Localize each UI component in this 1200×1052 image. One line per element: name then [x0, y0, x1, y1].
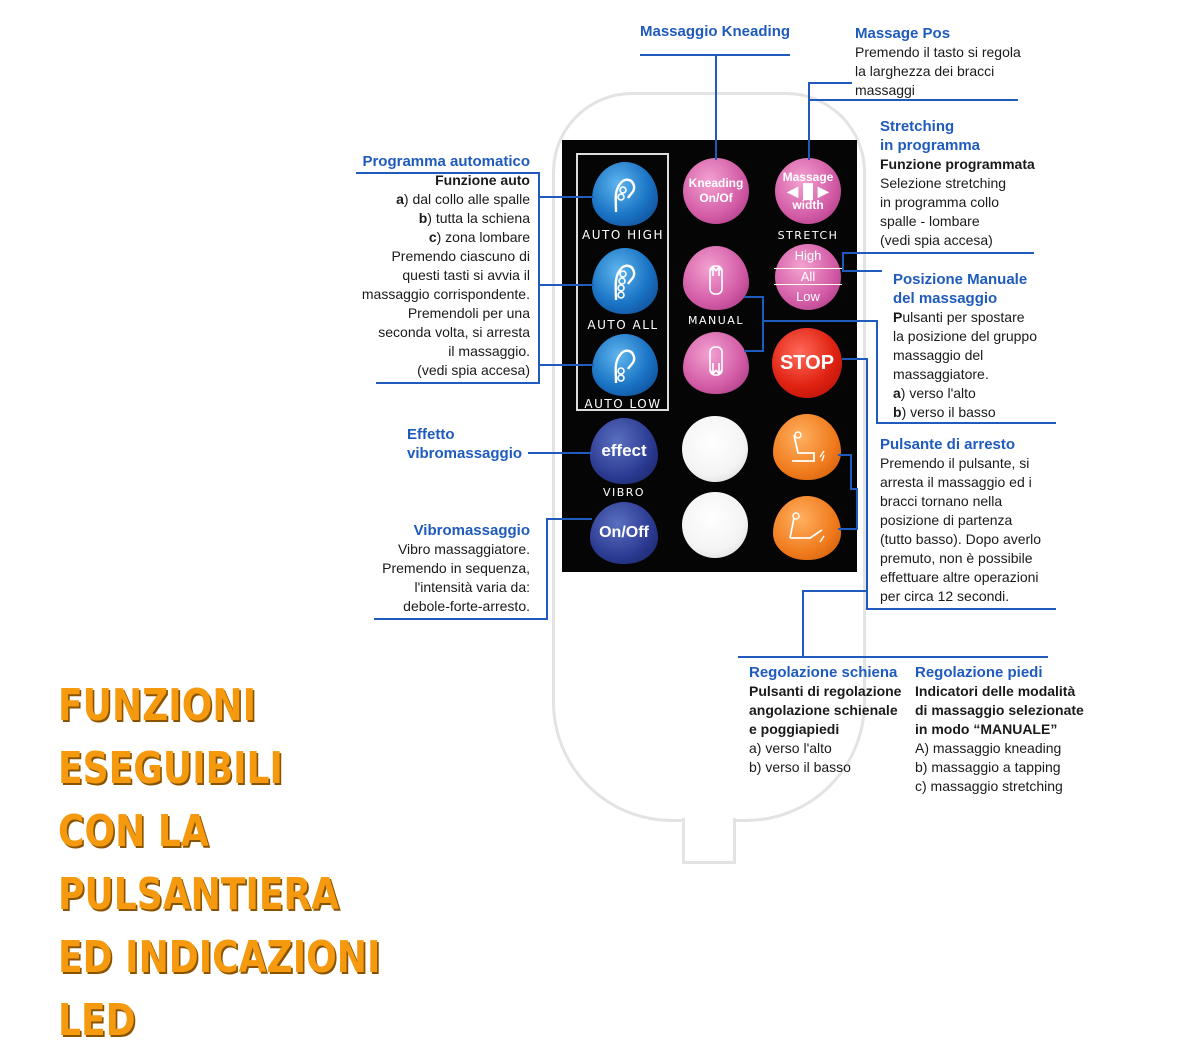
piedi-line3: c) massaggio stretching [915, 778, 1063, 794]
all-label[interactable]: All [774, 268, 842, 285]
title-line-3: ED INDICAZIONI LED [58, 932, 381, 1046]
programma-heading: Programma automatico [362, 153, 530, 170]
vibromassaggio-line4: debole-forte-arresto. [403, 598, 530, 614]
manual-down-button[interactable] [683, 332, 749, 394]
schiena-bold-1: Pulsanti di regolazione [749, 683, 902, 699]
connector-programma-bottom [376, 382, 540, 384]
low-label[interactable]: Low [796, 289, 820, 304]
remote-plug [682, 818, 736, 864]
body-lumbar-icon [608, 343, 642, 387]
posizione-line3: massaggiatore. [893, 366, 989, 382]
annotation-piedi [915, 663, 1115, 796]
programma-line7: (vedi spia accesa) [417, 362, 530, 378]
programma-line4: Premendoli per una [407, 305, 530, 321]
connector-recline-v2 [856, 488, 858, 530]
arresto-line6: premuto, non è possibile [880, 550, 1033, 566]
connector-massagepos-top [808, 82, 852, 84]
high-label[interactable]: High [794, 248, 822, 263]
led-indicator-bottom [682, 492, 748, 558]
connector-piedi-top [738, 656, 1048, 658]
annotation-arresto [880, 435, 1080, 606]
massage-pos-heading: Massage Pos [855, 25, 951, 42]
connector-manual-v [762, 296, 764, 350]
title-line-2: CON LA PULSANTIERA [58, 806, 340, 920]
annotation-posizione [893, 270, 1093, 422]
posizione-line0: Pulsanti per spostare [893, 309, 1025, 325]
stretching-line4: (vedi spia accesa) [880, 232, 993, 248]
programma-item-a: a) dal collo alle spalle [396, 191, 530, 207]
massage-pos-line2: la larghezza dei bracci [855, 63, 995, 79]
connector-programma-low [540, 364, 594, 366]
arresto-line7: effettuare altre operazioni [880, 569, 1039, 585]
connector-vibro-v [546, 518, 548, 618]
piedi-bold-1: Indicatori delle modalità [915, 683, 1076, 699]
programma-item-b: b) tutta la schiena [418, 210, 530, 226]
effetto-heading-2: vibromassaggio [407, 445, 523, 462]
posizione-item-b: b) verso il basso [893, 404, 996, 420]
vibro-label: VIBRO [602, 486, 646, 499]
stretching-line3: spalle - lombare [880, 213, 980, 229]
led-indicator-top [682, 416, 748, 482]
person-up-arrow-icon [701, 258, 731, 298]
stop-button[interactable]: STOP [772, 328, 842, 398]
kneading-heading: Massaggio Kneading [640, 23, 791, 40]
vibromassaggio-line3: l'intensità varia da: [414, 579, 530, 595]
annotation-programma [330, 152, 530, 380]
piedi-heading: Regolazione piedi [915, 664, 1043, 681]
auto-high-label: AUTO HIGH [582, 228, 664, 242]
connector-vibro-h [546, 518, 592, 520]
connector-massagepos-v [808, 82, 810, 160]
stretching-heading-1: Stretching [880, 118, 955, 135]
schiena-bold-3: e poggiapiedi [749, 721, 840, 737]
connector-manual-h2 [744, 350, 764, 352]
manual-label: MANUAL [688, 314, 744, 327]
connector-programma-all [540, 284, 594, 286]
arresto-line1: Premendo il pulsante, si [880, 455, 1030, 471]
arresto-heading: Pulsante di arresto [880, 436, 1016, 453]
posizione-heading-2: del massaggio [893, 290, 998, 307]
effect-label: effect [601, 441, 647, 460]
stretching-line1: Selezione stretching [880, 175, 1007, 191]
connector-manual-bottom [876, 422, 1056, 424]
stretching-bold: Funzione programmata [880, 156, 1035, 172]
onoff-label: On/Off [599, 524, 649, 541]
page-title [58, 674, 452, 1052]
arresto-line5: (tutto basso). Dopo averlo [880, 531, 1042, 547]
vibromassaggio-heading: Vibromassaggio [413, 522, 530, 539]
arresto-line3: bracci tornano nella [880, 493, 1003, 509]
connector-recline-v1 [850, 454, 852, 488]
vibromassaggio-line2: Premendo in sequenza, [382, 560, 530, 576]
connector-stretch-h [842, 252, 1034, 254]
annotation-vibromassaggio [330, 521, 530, 616]
connector-programma-v [538, 172, 540, 382]
arrows-left-right-icon: ◀▐▌▶ [787, 183, 829, 199]
kneading-label-line1: Kneading [688, 176, 744, 190]
stretching-heading-2: in programma [880, 137, 981, 154]
connector-recline-h2 [838, 528, 856, 530]
connector-recline-join [850, 488, 858, 490]
schiena-bold-2: angolazione schienale [749, 702, 898, 718]
posizione-line2: massaggio del [893, 347, 984, 363]
connector-stretch-v [842, 252, 844, 272]
programma-item-c: c) zona lombare [428, 229, 530, 245]
annotation-schiena [749, 663, 919, 777]
connector-effect-h [528, 452, 592, 454]
arresto-line2: arresta il massaggio ed i [880, 474, 1032, 490]
programma-line3: massaggio corrispondente. [361, 286, 530, 302]
vibromassaggio-line1: Vibro massaggiatore. [397, 541, 530, 557]
schiena-heading: Regolazione schiena [749, 664, 898, 681]
connector-schiena-v [802, 590, 804, 656]
connector-manual-out [762, 320, 878, 322]
kneading-button[interactable] [683, 158, 749, 224]
annotation-kneading [640, 22, 790, 41]
piedi-line1: A) massaggio kneading [915, 740, 1062, 756]
programma-line2: questi tasti si avvia il [402, 267, 530, 283]
arresto-line4: posizione di partenza [880, 512, 1013, 528]
annotation-massage-pos [855, 24, 1055, 100]
programma-line5: seconda volta, si arresta [378, 324, 530, 340]
arresto-line8: per circa 12 secondi. [880, 588, 1010, 604]
massage-width-bottom-label: width [792, 198, 824, 212]
piedi-line2: b) massaggio a tapping [915, 759, 1061, 775]
massage-width-button[interactable] [775, 158, 841, 224]
connector-manual-v2 [876, 320, 878, 424]
posizione-item-a: a) verso l'alto [893, 385, 976, 401]
person-down-arrow-icon [701, 343, 731, 383]
auto-all-label: AUTO ALL [587, 318, 659, 332]
connector-kneading-v [715, 54, 717, 160]
connector-schiena-h [802, 590, 868, 592]
connector-stop-bottom [866, 608, 1056, 610]
schiena-line2: b) verso il basso [749, 759, 851, 775]
massage-pos-line1: Premendo il tasto si regola [855, 44, 1021, 60]
connector-stop-h [842, 358, 868, 360]
programma-line6: il massaggio. [448, 343, 530, 359]
massage-pos-line3: massaggi [855, 82, 915, 98]
annotation-effetto [407, 425, 522, 463]
schiena-line1: a) verso l'alto [749, 740, 832, 756]
connector-vibro-bottom [374, 618, 548, 620]
piedi-bold-2: di massaggio selezionate [915, 702, 1084, 718]
connector-programma-high [540, 196, 594, 198]
auto-low-label: AUTO LOW [584, 397, 662, 411]
connector-stop-v [866, 358, 868, 610]
massage-width-top-label: Massage [782, 170, 834, 184]
title-line-1: FUNZIONI ESEGUIBILI [58, 680, 283, 794]
recliner-up-icon [784, 427, 830, 467]
programma-bold: Funzione auto [435, 172, 530, 188]
piedi-bold-3: in modo “MANUALE” [915, 721, 1058, 737]
kneading-label-line2: On/Of [699, 191, 733, 205]
posizione-heading-1: Posizione Manuale [893, 271, 1028, 288]
body-neck-icon [608, 172, 642, 216]
posizione-line1: la posizione del gruppo [893, 328, 1037, 344]
vibro-onoff-button[interactable] [590, 502, 658, 564]
effetto-heading-1: Effetto [407, 426, 455, 443]
annotation-stretching [880, 117, 1080, 250]
auto-low-button[interactable] [592, 334, 658, 396]
stretching-line2: in programma collo [880, 194, 1000, 210]
connector-stretch-h2 [842, 270, 882, 272]
connector-manual-h1 [744, 296, 764, 298]
stretch-label: STRETCH [777, 229, 839, 242]
recliner-down-icon [784, 508, 830, 548]
programma-line1: Premendo ciascuno di [391, 248, 530, 264]
body-back-icon [608, 258, 642, 304]
